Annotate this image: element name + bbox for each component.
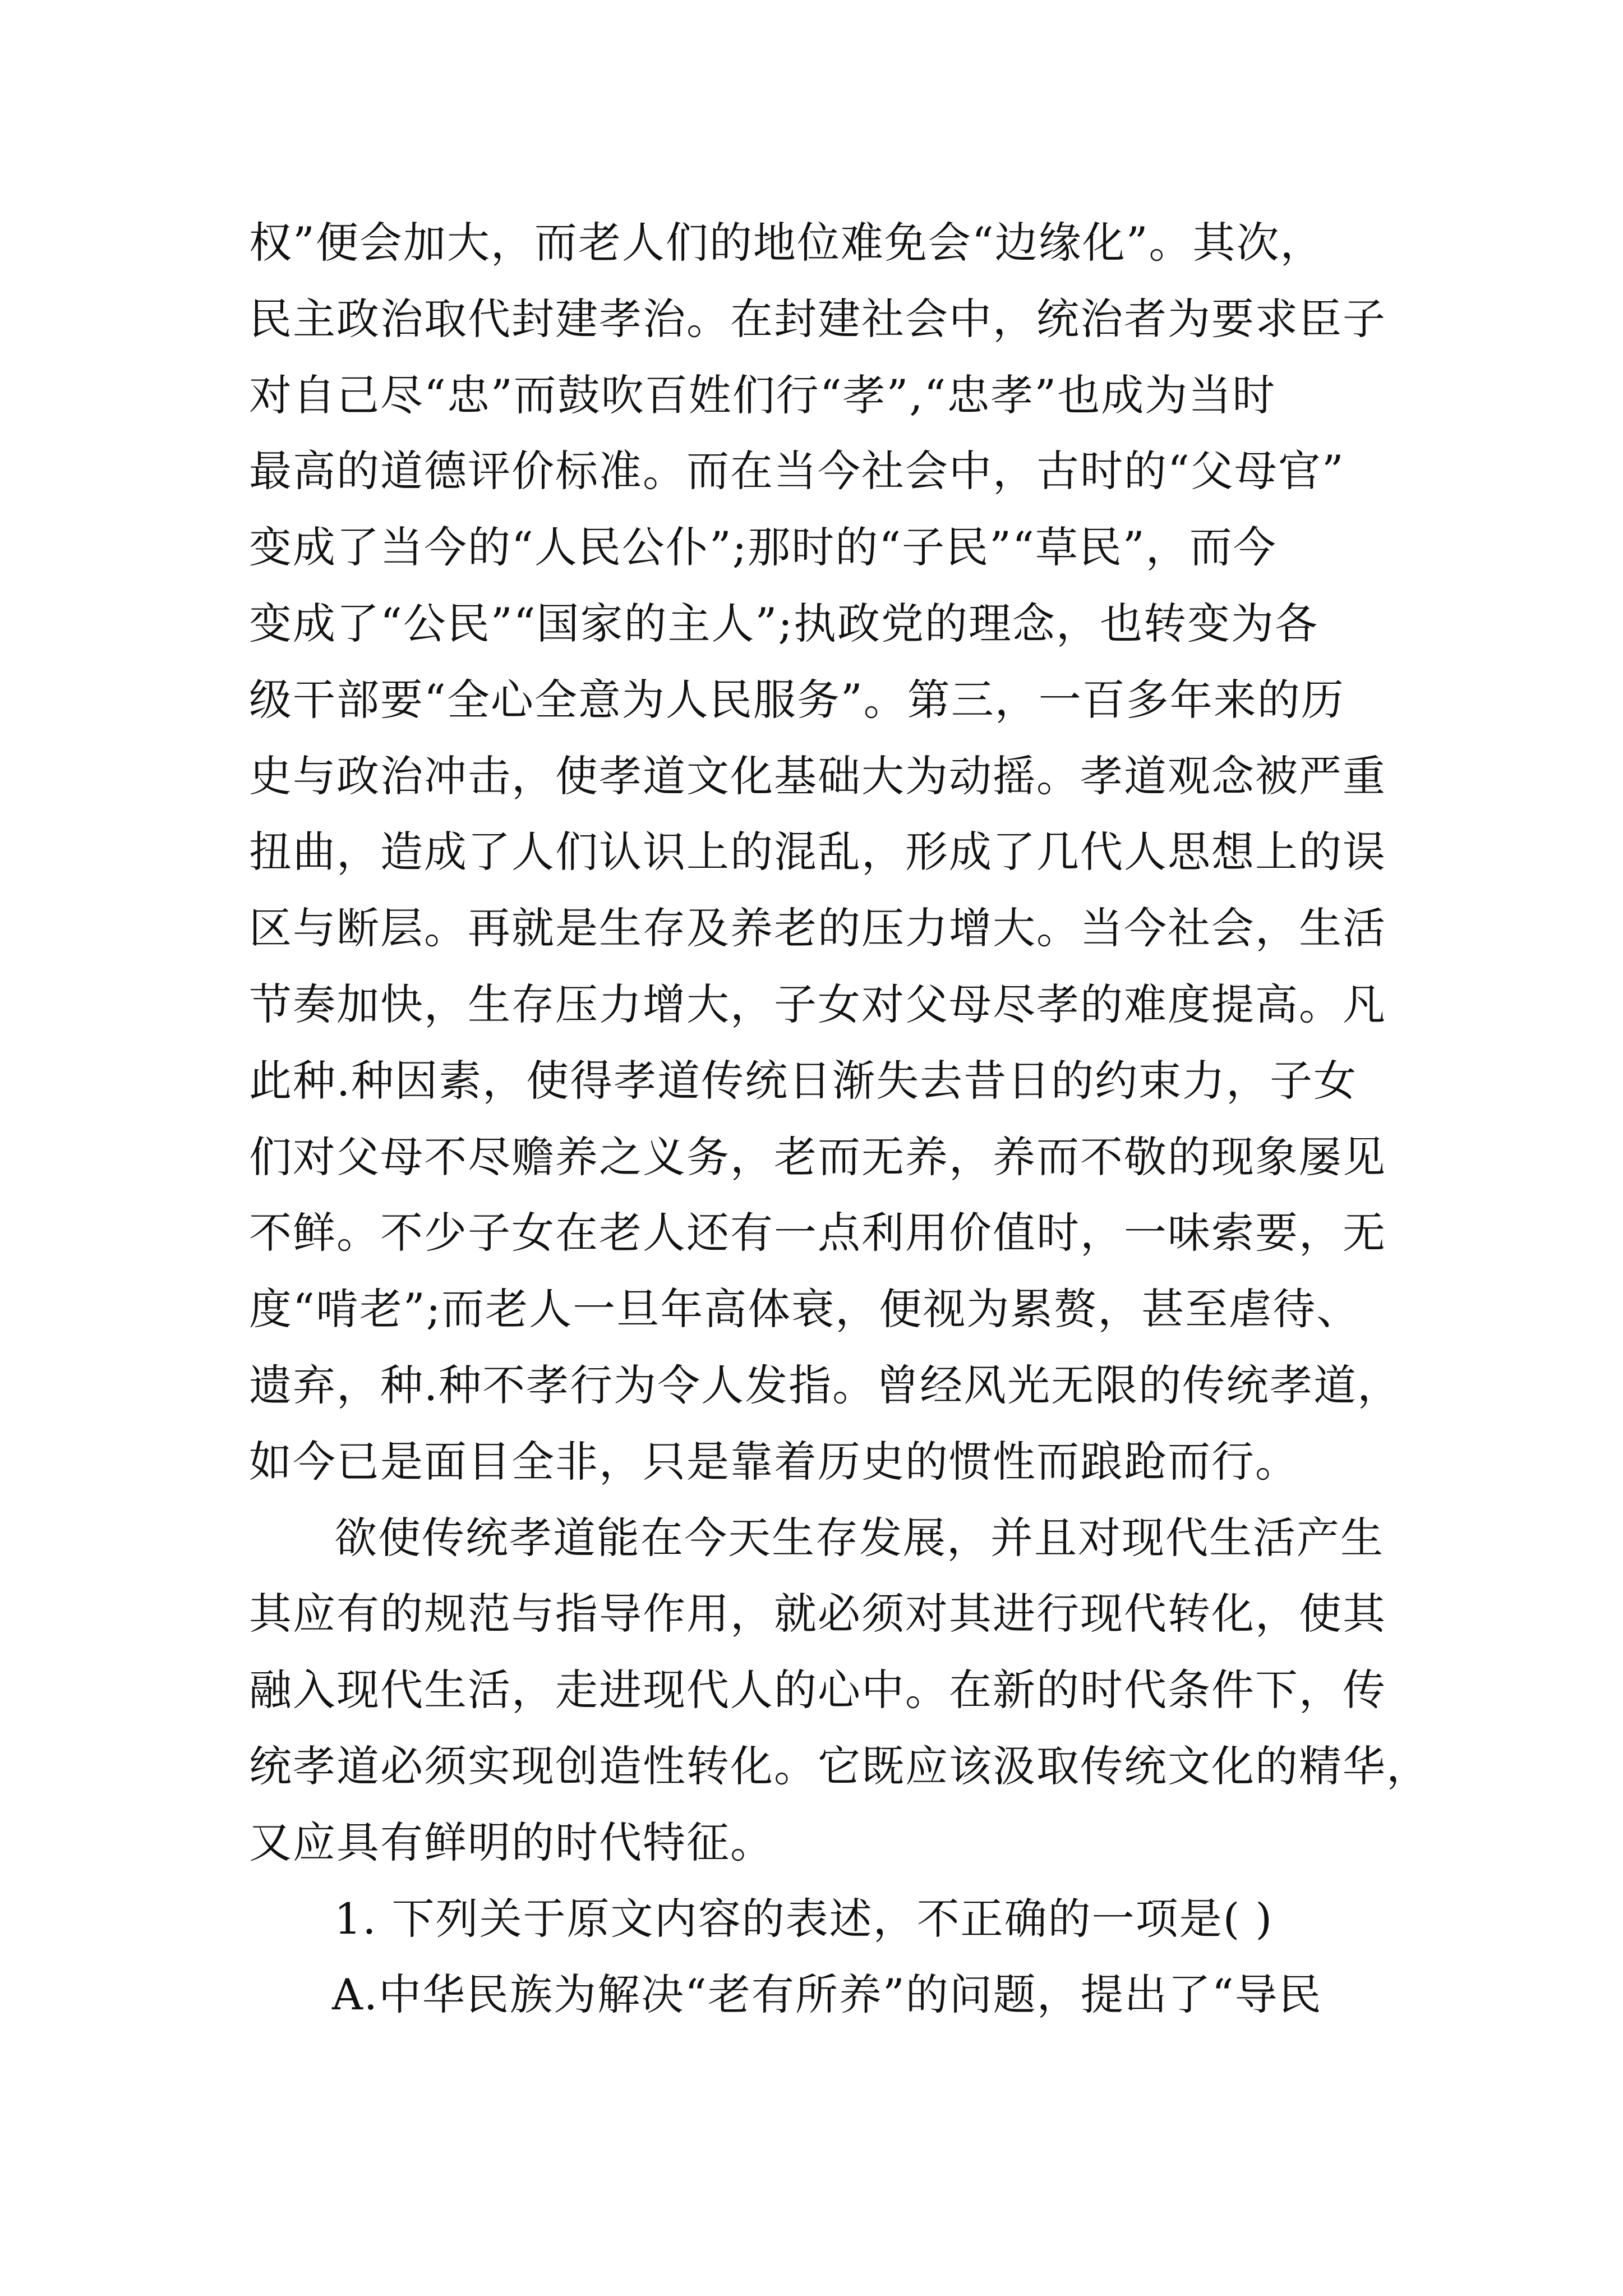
text-line: 度“啃老”;而老人一旦年高体衰，便视为累赘，甚至虐待、 <box>249 1284 1361 1335</box>
text-line: 变成了当今的“人民公仆”;那时的“子民”“草民”，而今 <box>249 522 1277 573</box>
text-line: 民主政治取代封建孝治。在封建社会中，统治者为要求臣子 <box>249 293 1386 344</box>
question-stem: 1. 下列关于原文内容的表述，不正确的一项是( ) <box>334 1893 1274 1944</box>
text-line: 如今已是面目全非，只是靠着历史的惯性而踉跄而行。 <box>249 1436 1299 1487</box>
text-line: 变成了“公民”“国家的主人”;执政党的理念，也转变为各 <box>249 598 1319 648</box>
text-line: 统孝道必须实现创造性转化。它既应该汲取传统文化的精华， <box>249 1741 1430 1791</box>
text-line: 此种.种因素，使得孝道传统日渐失去昔日的约束力，子女 <box>249 1055 1358 1106</box>
paragraph-2 <box>249 1500 1430 1881</box>
text-line: 节奏加快，生存压力增大，子女对父母尽孝的难度提高。凡 <box>249 979 1386 1029</box>
text-line: 对自己尽“忠”而鼓吹百姓们行“孝”,“忠孝”也成为当时 <box>249 370 1276 420</box>
option-a: A.中华民族为解决“老有所养”的问题，提出了“导民 <box>332 1970 1322 2020</box>
question-1 <box>249 1881 1387 2033</box>
text-line: 们对父母不尽赡养之义务，老而无养，养而不敬的现象屡见 <box>249 1131 1386 1182</box>
text-line: 融入现代生活，走进现代人的心中。在新的时代条件下，传 <box>249 1665 1386 1715</box>
text-line: 权”便会加大，而老人们的地位难免会“边缘化”。其次， <box>249 218 1324 268</box>
text-line: 其应有的规范与指导作用，就必须对其进行现代转化，使其 <box>249 1589 1386 1639</box>
text-line: 级干部要“全心全意为人民服务”。第三，一百多年来的历 <box>249 674 1345 725</box>
text-line: 不鲜。不少子女在老人还有一点利用价值时，一味索要，无 <box>249 1208 1386 1258</box>
text-line: 史与政治冲击，使孝道文化基础大为动摇。孝道观念被严重 <box>249 751 1386 801</box>
text-line: 又应具有鲜明的时代特征。 <box>249 1817 774 1867</box>
paragraph-1 <box>249 205 1401 1500</box>
document-body <box>249 205 1430 2033</box>
text-line: 遗弃，种.种不孝行为令人发指。曾经风光无限的传统孝道， <box>249 1360 1401 1410</box>
text-line: 扭曲，造成了人们认识上的混乱，形成了几代人思想上的误 <box>249 827 1386 877</box>
text-line: 区与断层。再就是生存及养老的压力增大。当今社会，生活 <box>249 903 1386 954</box>
text-line: 欲使传统孝道能在今天生存发展，并且对现代生活产生 <box>334 1512 1384 1563</box>
text-line: 最高的道德评价标准。而在当今社会中，古时的“父母官” <box>249 446 1345 496</box>
